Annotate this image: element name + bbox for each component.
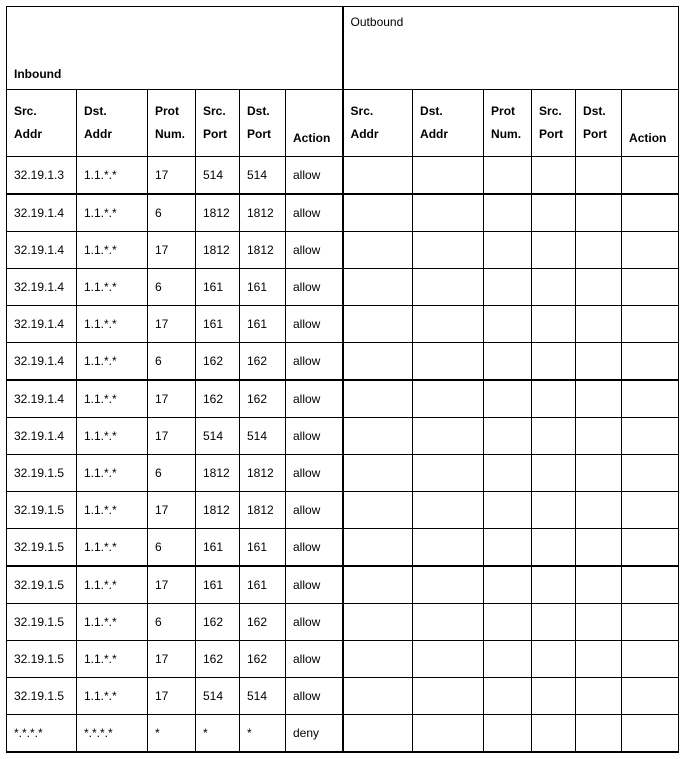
outbound-header-action <box>622 90 679 157</box>
outbound-empty-cell <box>532 380 576 418</box>
outbound-empty-cell <box>532 529 576 567</box>
table-row <box>7 269 679 306</box>
outbound-empty-cell <box>484 418 532 455</box>
table-row <box>7 529 679 567</box>
inbound-section-title: Inbound <box>7 7 343 90</box>
outbound-empty-cell <box>622 157 679 195</box>
outbound-empty-cell <box>413 380 484 418</box>
header-line2: Port <box>539 127 564 141</box>
inbound-prot-cell: 6 <box>148 529 196 567</box>
outbound-empty-cell <box>576 157 622 195</box>
inbound-dst-addr-cell: *.*.*.* <box>77 715 148 753</box>
table-row <box>7 157 679 195</box>
outbound-empty-cell <box>622 418 679 455</box>
inbound-dst-port-cell: 1812 <box>240 492 286 529</box>
outbound-empty-cell <box>576 418 622 455</box>
table-row <box>7 566 679 604</box>
section-header-row <box>7 7 679 90</box>
inbound-action-cell: allow <box>286 604 343 641</box>
inbound-dst-addr-cell: 1.1.*.* <box>77 492 148 529</box>
header-line2: Action <box>293 131 331 145</box>
outbound-header-src-addr <box>343 90 413 157</box>
inbound-src-port-cell: 161 <box>196 566 240 604</box>
inbound-dst-port-cell: 162 <box>240 380 286 418</box>
header-line2: Addr <box>84 127 112 141</box>
outbound-empty-cell <box>343 455 413 492</box>
inbound-dst-port-cell: 1812 <box>240 194 286 232</box>
header-line2: Addr <box>420 127 449 141</box>
header-line1: Dst. <box>84 104 107 118</box>
outbound-empty-cell <box>484 194 532 232</box>
inbound-dst-addr-cell: 1.1.*.* <box>77 194 148 232</box>
outbound-empty-cell <box>413 529 484 567</box>
inbound-dst-port-cell: 161 <box>240 269 286 306</box>
inbound-prot-cell: 6 <box>148 604 196 641</box>
outbound-empty-cell <box>622 492 679 529</box>
inbound-dst-addr-cell: 1.1.*.* <box>77 269 148 306</box>
outbound-header-prot-num <box>484 90 532 157</box>
inbound-dst-addr-cell: 1.1.*.* <box>77 455 148 492</box>
inbound-header-action <box>286 90 343 157</box>
outbound-empty-cell <box>343 157 413 195</box>
inbound-header-dst-addr <box>77 90 148 157</box>
outbound-empty-cell <box>484 641 532 678</box>
outbound-empty-cell <box>484 232 532 269</box>
outbound-empty-cell <box>622 529 679 567</box>
outbound-empty-cell <box>532 418 576 455</box>
outbound-empty-cell <box>343 566 413 604</box>
inbound-dst-addr-cell: 1.1.*.* <box>77 678 148 715</box>
inbound-dst-port-cell: 514 <box>240 157 286 195</box>
header-line1: Src. <box>203 104 226 118</box>
outbound-empty-cell <box>343 306 413 343</box>
inbound-dst-port-cell: 1812 <box>240 232 286 269</box>
inbound-action-cell: allow <box>286 418 343 455</box>
inbound-action-cell: allow <box>286 641 343 678</box>
table-row <box>7 455 679 492</box>
inbound-src-port-cell: 161 <box>196 269 240 306</box>
inbound-dst-port-cell: 514 <box>240 678 286 715</box>
inbound-prot-cell: * <box>148 715 196 753</box>
outbound-empty-cell <box>343 715 413 753</box>
rules-body <box>7 157 679 753</box>
outbound-empty-cell <box>413 418 484 455</box>
inbound-action-cell: allow <box>286 306 343 343</box>
header-line1: Dst. <box>247 104 270 118</box>
firewall-rules-table <box>6 6 679 753</box>
outbound-empty-cell <box>413 492 484 529</box>
header-line1: Dst. <box>420 104 443 118</box>
inbound-src-addr-cell: 32.19.1.5 <box>7 641 77 678</box>
inbound-prot-cell: 17 <box>148 418 196 455</box>
inbound-src-port-cell: 514 <box>196 157 240 195</box>
inbound-action-cell: deny <box>286 715 343 753</box>
inbound-prot-cell: 17 <box>148 306 196 343</box>
outbound-empty-cell <box>484 566 532 604</box>
outbound-empty-cell <box>343 232 413 269</box>
inbound-src-port-cell: 1812 <box>196 232 240 269</box>
header-line2: Num. <box>155 127 185 141</box>
inbound-src-addr-cell: *.*.*.* <box>7 715 77 753</box>
table-row <box>7 306 679 343</box>
inbound-src-port-cell: 161 <box>196 529 240 567</box>
outbound-empty-cell <box>413 566 484 604</box>
header-line2: Port <box>203 127 227 141</box>
inbound-action-cell: allow <box>286 566 343 604</box>
inbound-dst-port-cell: 162 <box>240 641 286 678</box>
outbound-empty-cell <box>413 604 484 641</box>
inbound-action-cell: allow <box>286 492 343 529</box>
header-line1: Src. <box>14 104 37 118</box>
outbound-empty-cell <box>532 604 576 641</box>
inbound-prot-cell: 17 <box>148 566 196 604</box>
outbound-header-dst-addr <box>413 90 484 157</box>
inbound-src-addr-cell: 32.19.1.4 <box>7 269 77 306</box>
outbound-empty-cell <box>343 641 413 678</box>
outbound-empty-cell <box>343 529 413 567</box>
inbound-src-addr-cell: 32.19.1.4 <box>7 418 77 455</box>
header-line2: Num. <box>491 127 522 141</box>
outbound-empty-cell <box>532 232 576 269</box>
outbound-empty-cell <box>343 492 413 529</box>
inbound-action-cell: allow <box>286 380 343 418</box>
table-row <box>7 380 679 418</box>
outbound-empty-cell <box>484 529 532 567</box>
header-line1: Src. <box>350 104 374 118</box>
outbound-empty-cell <box>413 306 484 343</box>
table-row <box>7 232 679 269</box>
outbound-empty-cell <box>532 306 576 343</box>
table-row <box>7 678 679 715</box>
outbound-empty-cell <box>532 157 576 195</box>
header-line2: Port <box>247 127 271 141</box>
inbound-src-port-cell: 1812 <box>196 492 240 529</box>
inbound-dst-port-cell: 161 <box>240 306 286 343</box>
outbound-empty-cell <box>622 269 679 306</box>
outbound-empty-cell <box>532 194 576 232</box>
outbound-empty-cell <box>413 455 484 492</box>
outbound-empty-cell <box>576 715 622 753</box>
outbound-empty-cell <box>484 269 532 306</box>
inbound-dst-port-cell: 162 <box>240 604 286 641</box>
inbound-src-port-cell: 514 <box>196 418 240 455</box>
outbound-empty-cell <box>576 232 622 269</box>
outbound-header-src-port <box>532 90 576 157</box>
inbound-src-port-cell: 514 <box>196 678 240 715</box>
outbound-empty-cell <box>413 194 484 232</box>
inbound-action-cell: allow <box>286 455 343 492</box>
outbound-empty-cell <box>484 604 532 641</box>
inbound-src-addr-cell: 32.19.1.4 <box>7 343 77 381</box>
outbound-empty-cell <box>576 529 622 567</box>
outbound-empty-cell <box>622 715 679 753</box>
outbound-empty-cell <box>532 566 576 604</box>
table-row <box>7 715 679 753</box>
inbound-prot-cell: 17 <box>148 157 196 195</box>
inbound-src-addr-cell: 32.19.1.5 <box>7 566 77 604</box>
inbound-header-src-addr <box>7 90 77 157</box>
outbound-empty-cell <box>484 715 532 753</box>
inbound-dst-addr-cell: 1.1.*.* <box>77 232 148 269</box>
outbound-empty-cell <box>622 343 679 381</box>
inbound-dst-addr-cell: 1.1.*.* <box>77 418 148 455</box>
outbound-empty-cell <box>622 380 679 418</box>
outbound-empty-cell <box>413 232 484 269</box>
inbound-action-cell: allow <box>286 529 343 567</box>
inbound-dst-addr-cell: 1.1.*.* <box>77 306 148 343</box>
outbound-empty-cell <box>576 678 622 715</box>
inbound-dst-addr-cell: 1.1.*.* <box>77 343 148 381</box>
outbound-empty-cell <box>576 455 622 492</box>
outbound-empty-cell <box>484 157 532 195</box>
inbound-dst-port-cell: 162 <box>240 343 286 381</box>
inbound-src-port-cell: 162 <box>196 604 240 641</box>
inbound-dst-addr-cell: 1.1.*.* <box>77 566 148 604</box>
header-line2: Action <box>629 131 667 145</box>
inbound-src-addr-cell: 32.19.1.4 <box>7 194 77 232</box>
outbound-empty-cell <box>622 566 679 604</box>
inbound-src-addr-cell: 32.19.1.4 <box>7 232 77 269</box>
outbound-empty-cell <box>576 306 622 343</box>
inbound-src-port-cell: * <box>196 715 240 753</box>
inbound-prot-cell: 6 <box>148 343 196 381</box>
inbound-src-addr-cell: 32.19.1.5 <box>7 678 77 715</box>
outbound-empty-cell <box>576 641 622 678</box>
inbound-src-addr-cell: 32.19.1.4 <box>7 306 77 343</box>
header-line1: Dst. <box>583 104 606 118</box>
inbound-src-addr-cell: 32.19.1.5 <box>7 529 77 567</box>
inbound-dst-port-cell: 1812 <box>240 455 286 492</box>
table-row <box>7 343 679 381</box>
outbound-empty-cell <box>622 306 679 343</box>
inbound-action-cell: allow <box>286 678 343 715</box>
inbound-src-addr-cell: 32.19.1.5 <box>7 604 77 641</box>
column-header-row <box>7 90 679 157</box>
outbound-empty-cell <box>343 678 413 715</box>
outbound-empty-cell <box>343 418 413 455</box>
inbound-src-addr-cell: 32.19.1.5 <box>7 455 77 492</box>
outbound-empty-cell <box>532 455 576 492</box>
outbound-empty-cell <box>532 715 576 753</box>
inbound-action-cell: allow <box>286 232 343 269</box>
table-row <box>7 604 679 641</box>
inbound-src-addr-cell: 32.19.1.5 <box>7 492 77 529</box>
header-line2: Addr <box>350 127 379 141</box>
inbound-action-cell: allow <box>286 157 343 195</box>
outbound-empty-cell <box>532 678 576 715</box>
outbound-empty-cell <box>484 306 532 343</box>
inbound-action-cell: allow <box>286 343 343 381</box>
table-row <box>7 418 679 455</box>
inbound-src-port-cell: 1812 <box>196 455 240 492</box>
outbound-empty-cell <box>343 343 413 381</box>
outbound-empty-cell <box>413 715 484 753</box>
inbound-dst-addr-cell: 1.1.*.* <box>77 380 148 418</box>
outbound-empty-cell <box>576 380 622 418</box>
inbound-prot-cell: 17 <box>148 380 196 418</box>
outbound-empty-cell <box>413 157 484 195</box>
inbound-src-port-cell: 161 <box>196 306 240 343</box>
outbound-empty-cell <box>532 269 576 306</box>
inbound-header-dst-port <box>240 90 286 157</box>
outbound-empty-cell <box>484 380 532 418</box>
inbound-header-prot-num <box>148 90 196 157</box>
header-line1: Prot <box>491 104 516 118</box>
outbound-empty-cell <box>622 641 679 678</box>
inbound-src-port-cell: 162 <box>196 343 240 381</box>
header-line1: Src. <box>539 104 562 118</box>
outbound-empty-cell <box>484 343 532 381</box>
outbound-empty-cell <box>576 604 622 641</box>
inbound-dst-addr-cell: 1.1.*.* <box>77 641 148 678</box>
inbound-dst-addr-cell: 1.1.*.* <box>77 157 148 195</box>
outbound-header-dst-port <box>576 90 622 157</box>
outbound-empty-cell <box>413 269 484 306</box>
inbound-prot-cell: 6 <box>148 194 196 232</box>
outbound-empty-cell <box>622 232 679 269</box>
inbound-prot-cell: 17 <box>148 492 196 529</box>
outbound-empty-cell <box>622 678 679 715</box>
inbound-header-src-port <box>196 90 240 157</box>
table-row <box>7 194 679 232</box>
outbound-empty-cell <box>576 566 622 604</box>
outbound-empty-cell <box>622 604 679 641</box>
outbound-empty-cell <box>532 492 576 529</box>
inbound-prot-cell: 17 <box>148 641 196 678</box>
inbound-src-port-cell: 162 <box>196 641 240 678</box>
outbound-empty-cell <box>576 492 622 529</box>
inbound-prot-cell: 17 <box>148 678 196 715</box>
outbound-empty-cell <box>413 343 484 381</box>
header-line2: Port <box>583 127 608 141</box>
outbound-empty-cell <box>413 641 484 678</box>
outbound-empty-cell <box>343 194 413 232</box>
inbound-src-port-cell: 162 <box>196 380 240 418</box>
outbound-empty-cell <box>343 604 413 641</box>
inbound-src-addr-cell: 32.19.1.4 <box>7 380 77 418</box>
outbound-empty-cell <box>484 455 532 492</box>
inbound-prot-cell: 6 <box>148 269 196 306</box>
outbound-empty-cell <box>576 343 622 381</box>
inbound-action-cell: allow <box>286 194 343 232</box>
outbound-empty-cell <box>576 269 622 306</box>
outbound-empty-cell <box>484 678 532 715</box>
inbound-dst-port-cell: 161 <box>240 566 286 604</box>
inbound-dst-port-cell: * <box>240 715 286 753</box>
inbound-src-addr-cell: 32.19.1.3 <box>7 157 77 195</box>
outbound-empty-cell <box>343 269 413 306</box>
inbound-src-port-cell: 1812 <box>196 194 240 232</box>
outbound-empty-cell <box>576 194 622 232</box>
inbound-dst-addr-cell: 1.1.*.* <box>77 529 148 567</box>
outbound-empty-cell <box>622 194 679 232</box>
outbound-empty-cell <box>484 492 532 529</box>
table-row <box>7 641 679 678</box>
outbound-empty-cell <box>413 678 484 715</box>
outbound-empty-cell <box>343 380 413 418</box>
inbound-prot-cell: 6 <box>148 455 196 492</box>
inbound-dst-addr-cell: 1.1.*.* <box>77 604 148 641</box>
inbound-dst-port-cell: 161 <box>240 529 286 567</box>
outbound-empty-cell <box>532 343 576 381</box>
table-row <box>7 492 679 529</box>
outbound-empty-cell <box>532 641 576 678</box>
inbound-prot-cell: 17 <box>148 232 196 269</box>
inbound-action-cell: allow <box>286 269 343 306</box>
header-line1: Prot <box>155 104 179 118</box>
outbound-empty-cell <box>622 455 679 492</box>
header-line2: Addr <box>14 127 42 141</box>
outbound-section-title: Outbound <box>343 7 679 90</box>
inbound-dst-port-cell: 514 <box>240 418 286 455</box>
